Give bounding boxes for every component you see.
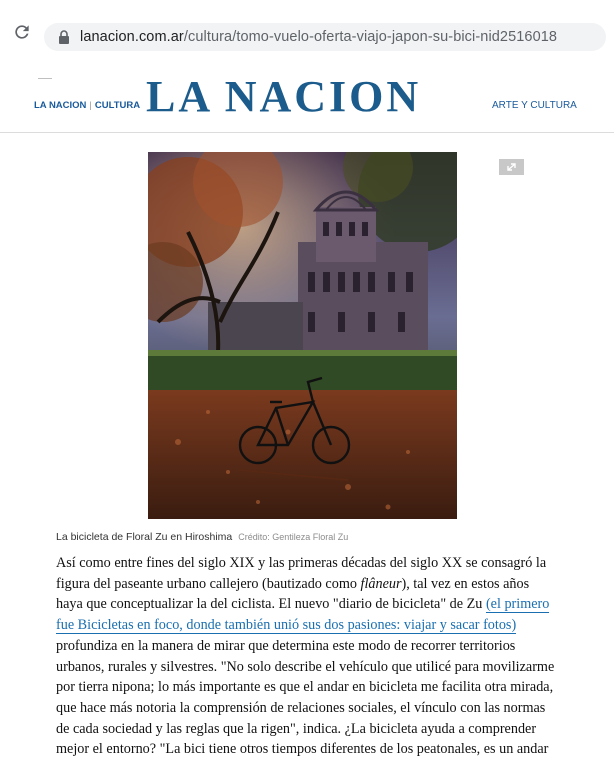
site-header bbox=[0, 62, 614, 133]
url-text bbox=[80, 27, 557, 47]
section-link-arte-y-cultura[interactable]: ARTE Y CULTURA bbox=[492, 100, 577, 111]
article-line bbox=[56, 615, 576, 636]
browser-toolbar bbox=[0, 0, 614, 62]
article-photo bbox=[148, 152, 457, 519]
home-link[interactable]: LA NACION bbox=[34, 100, 87, 111]
site-logo[interactable]: LA NACION bbox=[146, 72, 422, 121]
article-line: haya que conceptualizar la del ciclista. El nuevo "diario de bicicleta" de Zu (el primero bbox=[56, 596, 550, 613]
section-link-cultura[interactable]: CULTURA bbox=[94, 100, 141, 111]
article-line: urbanos, rurales y silvestres. "No solo describe el vehículo que utilicé para movilizarme bbox=[56, 658, 555, 675]
reload-icon[interactable] bbox=[12, 22, 32, 42]
article-body bbox=[56, 553, 576, 760]
article-line: que hace más notoria la comprensión de relaciones sociales, el vínculo con las normas bbox=[56, 699, 546, 716]
photo-credit: Crédito: Gentileza Floral Zu bbox=[238, 532, 349, 542]
expand-icon bbox=[499, 159, 524, 175]
emphasis-flaneur: flâneur bbox=[360, 575, 402, 592]
header-divider bbox=[38, 78, 52, 79]
inline-link[interactable]: (el primero bbox=[485, 596, 550, 613]
article-line: por tierra nipona; lo más importante es que el andar en bicicleta me facilita otra mirada, bbox=[56, 679, 554, 696]
article-line: mejor el entorno? "La bici tiene otros tiempos diferentes de los peatonales, es un andar bbox=[56, 741, 549, 758]
article-line: profundiza en la manera de mirar que determina este modo de recorrer territorios bbox=[56, 637, 516, 654]
article-line: figura del paseante urbano callejero (bautizado como flâneur), tal vez en estos años bbox=[56, 575, 530, 592]
lock-icon bbox=[58, 30, 70, 44]
caption-text: La bicicleta de Floral Zu en Hiroshima bbox=[56, 531, 233, 543]
section-breadcrumb: LA NACION | CULTURA bbox=[34, 100, 141, 111]
inline-link[interactable]: fue Bicicletas en foco, donde también unió sus dos pasiones: viajar y sacar fotos) bbox=[56, 617, 517, 634]
article-line: Así como entre fines del siglo XIX y las primeras décadas del siglo XX se consagró la bbox=[56, 555, 547, 571]
url-domain: lanacion.com.ar bbox=[80, 29, 184, 45]
url-path: /cultura/tomo-vuelo-oferta-viajo-japon-su-bici-nid2516018 bbox=[183, 29, 558, 45]
photo-caption bbox=[56, 531, 348, 543]
address-bar[interactable] bbox=[44, 23, 606, 51]
expand-photo-button[interactable] bbox=[499, 159, 524, 175]
article-line: de cada sociedad y las reglas que la rigen", indica. ¿La bicicleta ayuda a comprender bbox=[56, 720, 537, 737]
